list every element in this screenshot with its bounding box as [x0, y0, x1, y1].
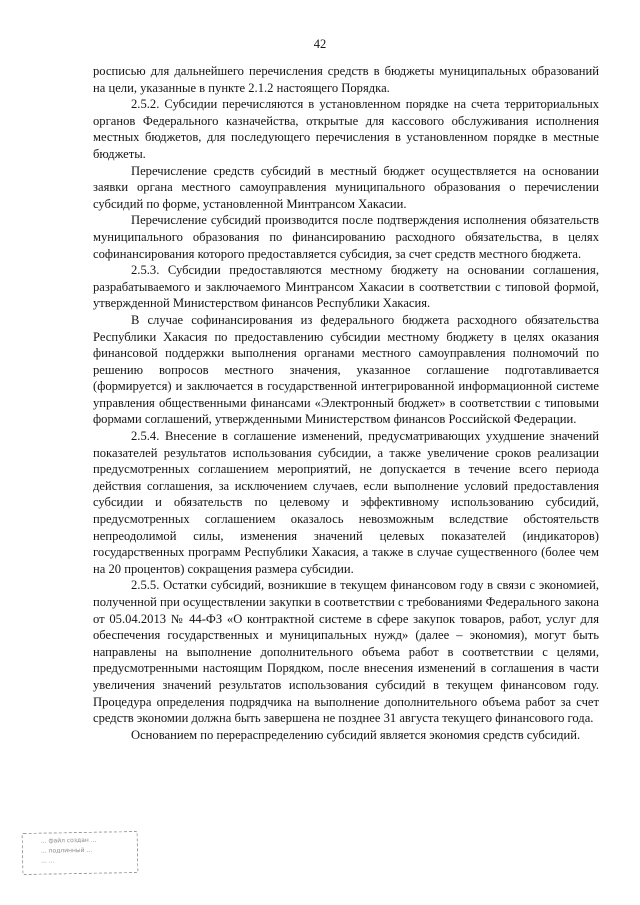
document-stamp [22, 831, 139, 875]
paragraph-redistribution-basis: Основанием по перераспределению субсидий является экономия средств субсидий. [131, 727, 581, 742]
stamp-line: ... файл создан ... [40, 836, 97, 845]
document-body [93, 63, 599, 743]
paragraph-transfer-condition: Перечисление субсидий производится после подтверждения исполнения обязательств муниципального образования по финансированию расходного обязательства, в целях софинансирования которого предоставляется субсидия, за счет средств местного бюджета. [93, 213, 599, 261]
paragraph-2-5-3: 2.5.3. Субсидии предоставляются местному бюджету на основании соглашения, разрабатываемого и заключаемого Минтрансом Хакасии в соответствии с типовой формой, утвержденной Министерством финансов Республики Хакасия. [93, 263, 599, 311]
paragraph-transfer-request: Перечисление средств субсидий в местный бюджет осуществляется на основании заявки органа местного самоуправления муниципального образования о перечислении субсидий по форме, установленной Минтрансом Хакасии. [93, 163, 599, 211]
paragraph-2-5-5: 2.5.5. Остатки субсидий, возникшие в текущем финансовом году в связи с экономией, полученной при осуществлении закупки в соответствии с требованиями Федерального закона от 05.04.2013 № 44-ФЗ «О контрактной системе в сфере закупок товаров, работ, услуг для обеспечения государственных и муниципальных нужд» (далее – экономия), могут быть направлены на выполнение дополнительного объема работ в соответствии с целями, предусмотренными настоящим Порядком, после внесения изменений в соглашения в части увеличения значений результатов использования субсидий в текущем финансовом году. Процедура определения подрядчика на выполнение дополнительного объема работ за счет средств экономии должна быть завершена не позднее 31 августа текущего финансового года. [93, 578, 599, 726]
stamp-line: ... подлинный ... [40, 846, 93, 855]
stamp-line: ... ... [41, 857, 55, 865]
paragraph-federal-cofinancing: В случае софинансирования из федерального бюджета расходного обязательства Республики Хакасия по предоставлению субсидии местному бюджету в целях оказания финансовой поддержки выполнения органами местного самоуправления полномочий по решению вопросов местного значения, указанное соглашение подготавливается (формируется) и заключается в государственной интегрированной информационной системе управления общественными финансами «Электронный бюджет» в соответствии с типовыми формами соглашений, утвержденными Министерством финансов Российской Федерации. [93, 312, 599, 427]
paragraph-2-5-2: 2.5.2. Субсидии перечисляются в установленном порядке на счета территориальных органов Федерального казначейства, открытые для кассового обслуживания исполнения местных бюджетов, для последующего перечисления в установленном порядке в местные бюджеты. [93, 97, 599, 161]
paragraph-2-5-4: 2.5.4. Внесение в соглашение изменений, предусматривающих ухудшение значений показателей результатов использования субсидии, а также увеличение сроков реализации предусмотренных соглашением мероприятий, не допускается в течение всего периода действия соглашения, за исключением случаев, если выполнение условий предоставления субсидии и обязательств по целевому и эффективному использованию субсидий, предусмотренных соглашением оказалось невозможным вследствие обстоятельств непреодолимой силы, изменения значений целевых показателей (индикаторов) государственных программ Республики Хакасия, а также в случае существенного (более чем на 20 процентов) сокращения размера субсидии. [93, 429, 599, 576]
page-number: 42 [313, 37, 327, 51]
paragraph-continuation: росписью для дальнейшего перечисления средств в бюджеты муниципальных образований на цели, указанные в пункте 2.1.2 настоящего Порядка. [93, 64, 599, 95]
